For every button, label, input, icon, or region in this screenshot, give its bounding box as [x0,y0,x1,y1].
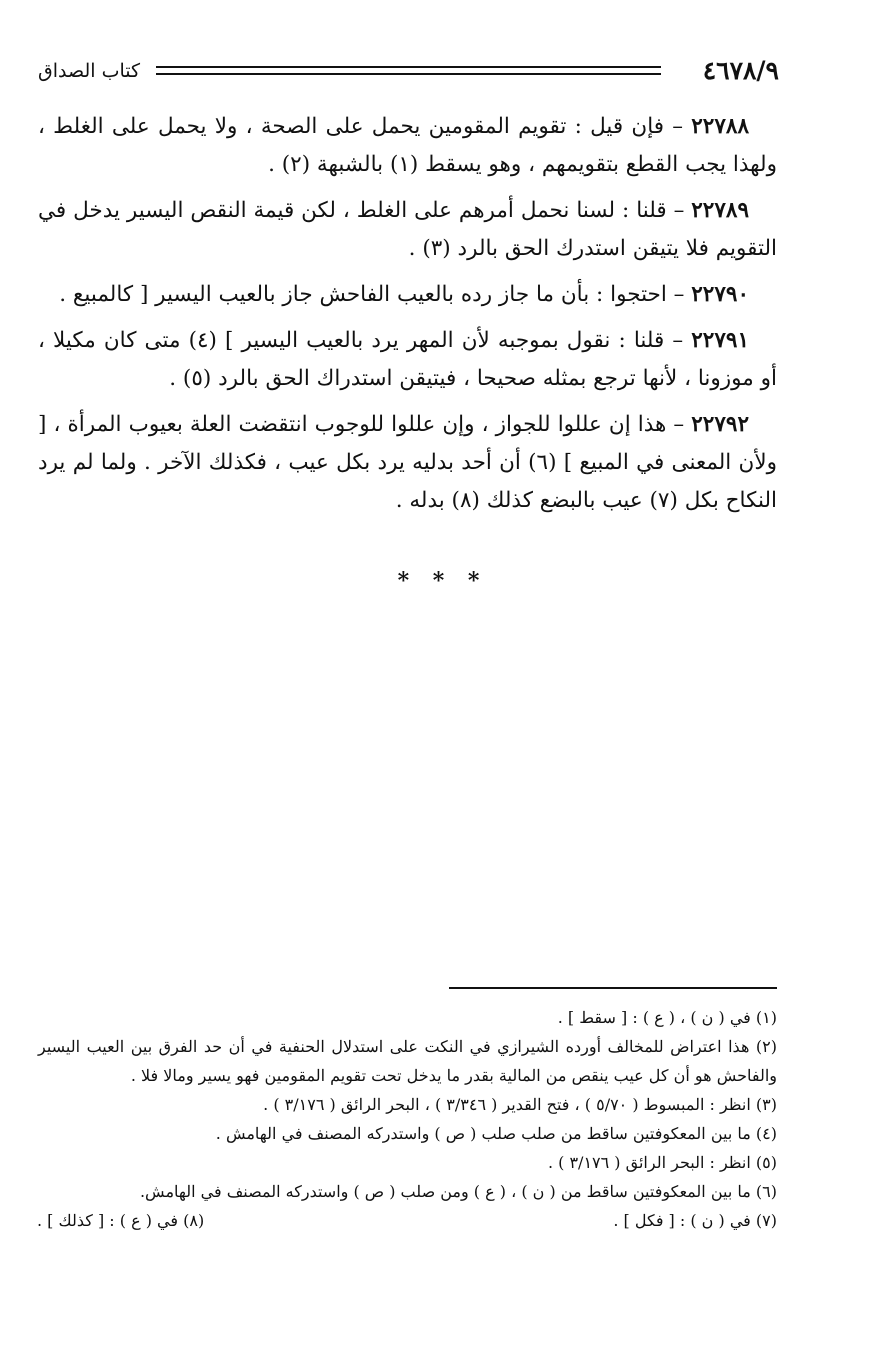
paragraph-text: – قلنا : نقول بموجبه لأن المهر يرد بالعيب اليسير ] (٤) متى كان مكيلا ، أو موزونا ، لأنها ترجع بمثله صحيحا ، فيتيقن استدراك الحق بالرد (٥) . [38,328,777,391]
paragraph [38,276,777,314]
footnote: (٨) في ( ع ) : [ كذلك ] . [37,1211,205,1230]
paragraph-text: – قلنا : لسنا نحمل أمرهم على الغلط ، لكن قيمة النقص اليسير يدخل في التقويم فلا يتيقن استدرك الحق بالرد (٣) . [38,198,777,261]
footnote: (٣) انظر : المبسوط ( ٥/٧٠ ) ، فتح القدير ( ٣/٣٤٦ ) ، البحر الرائق ( ٣/١٧٦ ) . [263,1095,777,1114]
paragraph [38,406,777,520]
header-double-rule [156,66,661,75]
paragraph-text: – هذا إن عللوا للجواز ، وإن عللوا للوجوب انتقضت العلة بعيوب المرأة ، [ ولأن المعنى في المبيع ] (٦) أن أحد بدليه يرد بكل عيب ، فكذلك الآخر . ولما لم يرد النكاح بكل (٧) عيب بالبضع كذلك (٨) بدله . [38,412,777,513]
paragraph-number: ٢٢٧٩١ [691,328,749,353]
footnote: (٢) هذا اعتراض للمخالف أورده الشيرازي في النكت على استدلال الحنفية في أن حد الفرق بين العيب اليسير والفاحش هو أن كل عيب ينقص من المالية بقدر ما يدخل تحت تقويم المقومين فهو يسير ومالا فلا . [38,1037,777,1085]
footnote: (١) في ( ن ) ، ( ع ) : [ سقط ] . [557,1008,777,1027]
book-title: كتاب الصداق [38,60,141,82]
paragraph-number: ٢٢٧٨٨ [691,114,749,139]
paragraph-number: ٢٢٧٩٢ [691,412,749,437]
footnote: (٥) انظر : البحر الرائق ( ٣/١٧٦ ) . [547,1153,777,1172]
footnote: (٧) في ( ن ) : [ فكل ] . [613,1211,777,1230]
footnote-pair [37,1206,777,1235]
running-header [38,54,779,90]
paragraph-number: ٢٢٧٩٠ [691,282,749,307]
paragraph [38,192,777,268]
paragraph [38,108,777,184]
footnote: (٦) ما بين المعكوفتين ساقط من ( ن ) ، ( ع ) ومن صلب ( ص ) واستدركه المصنف في الهامش. [139,1182,777,1201]
paragraph-text: – احتجوا : بأن ما جاز رده بالعيب الفاحش جاز بالعيب اليسير [ كالمبيع . [59,282,692,307]
footnote-rule [449,987,777,989]
footnotes [38,1003,777,1235]
paragraph-number: ٢٢٧٨٩ [691,198,749,223]
page-number: ٤٦٧٨/٩ [702,56,779,85]
paragraph-text: – فإن قيل : تقويم المقومين يحمل على الصحة ، ولا يحمل على الغلط ، ولهذا يجب القطع بتقويمهم ، وهو يسقط (١) بالشبهة (٢) . [38,114,777,177]
paragraph [38,322,777,398]
section-separator: * * * [397,568,488,594]
footnote: (٤) ما بين المعكوفتين ساقط من صلب صلب ( ص ) واستدركه المصنف في الهامش . [215,1124,777,1143]
main-text [38,108,777,528]
